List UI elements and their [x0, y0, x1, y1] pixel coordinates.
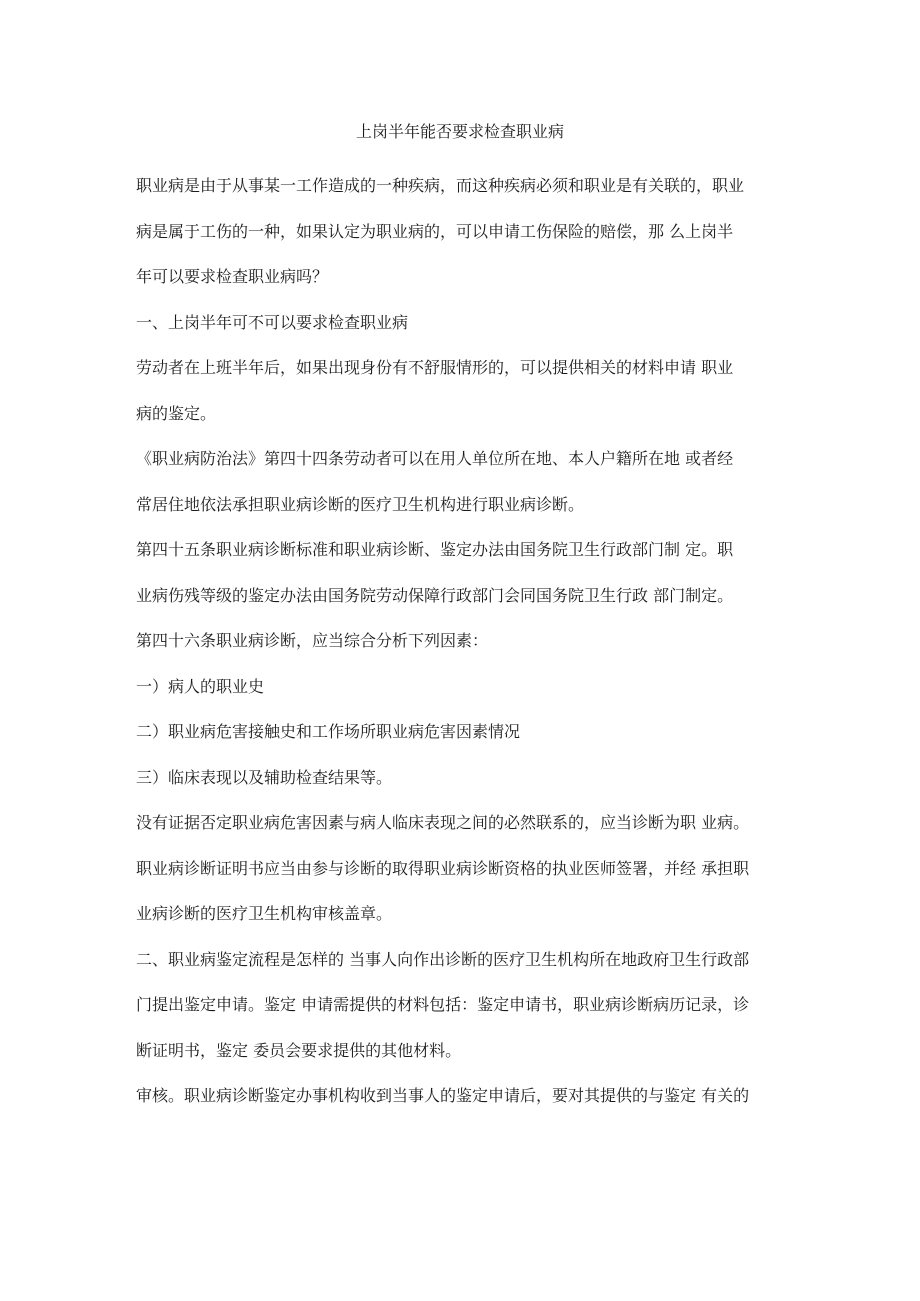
text-line: 业病伤残等级的鉴定办法由国务院劳动保障行政部门会同国务院卫生行政 部门制定。	[136, 585, 734, 605]
text-line: 第四十六条职业病诊断，应当综合分析下列因素：	[136, 631, 489, 650]
text-line: 门提出鉴定申请。鉴定 申请需提供的材料包括：鉴定申请书，职业病诊断病历记录，诊	[136, 995, 750, 1014]
section-heading-1: 一、上岗半年可不可以要求检查职业病	[136, 312, 409, 332]
text-line: 职业病是由于从事某一工作造成的一种疾病，而这种疾病必须和职业是有关联的，职业	[136, 176, 745, 195]
text-line: 常居住地依法承担职业病诊断的医疗卫生机构进行职业病诊断。	[136, 494, 585, 514]
text-line: 劳动者在上班半年后，如果出现身份有不舒服情形的，可以提供相关的材料申请 职业	[136, 358, 734, 377]
text-line: 没有证据否定职业病危害因素与病人临床表现之间的必然联系的，应当诊断为职 业病。	[136, 813, 750, 832]
list-item: 二）职业病危害接触史和工作场所职业病危害因素情况	[136, 722, 521, 741]
text-line: 病的鉴定。	[136, 403, 217, 423]
text-line: 职业病诊断证明书应当由参与诊断的取得职业病诊断资格的执业医师签署，并经 承担职	[136, 858, 750, 878]
text-line: 业病诊断的医疗卫生机构审核盖章。	[136, 904, 393, 923]
section-heading-2: 二、职业病鉴定流程是怎样的 当事人向作出诊断的医疗卫生机构所在地政府卫生行政部	[136, 949, 750, 969]
list-item: 三）临床表现以及辅助检查结果等。	[136, 767, 393, 787]
text-line: 断证明书，鉴定 委员会要求提供的其他材料。	[136, 1040, 462, 1060]
text-line: 第四十五条职业病诊断标准和职业病诊断、鉴定办法由国务院卫生行政部门制 定。职	[136, 540, 734, 559]
document-body	[136, 168, 816, 1124]
text-line: 年可以要求检查职业病吗？	[136, 267, 329, 286]
text-line: 审核。职业病诊断鉴定办事机构收到当事人的鉴定申请后，要对其提供的与鉴定 有关的	[136, 1086, 750, 1105]
list-item: 一）病人的职业史	[136, 676, 265, 696]
text-line: 《职业病防治法》第四十四条劳动者可以在用人单位所在地、本人户籍所在地 或者经	[136, 449, 734, 468]
document-title: 上岗半年能否要求检查职业病	[355, 122, 564, 141]
text-line: 病是属于工伤的一种，如果认定为职业病的，可以申请工伤保险的赔偿，那 么上岗半	[136, 221, 734, 241]
